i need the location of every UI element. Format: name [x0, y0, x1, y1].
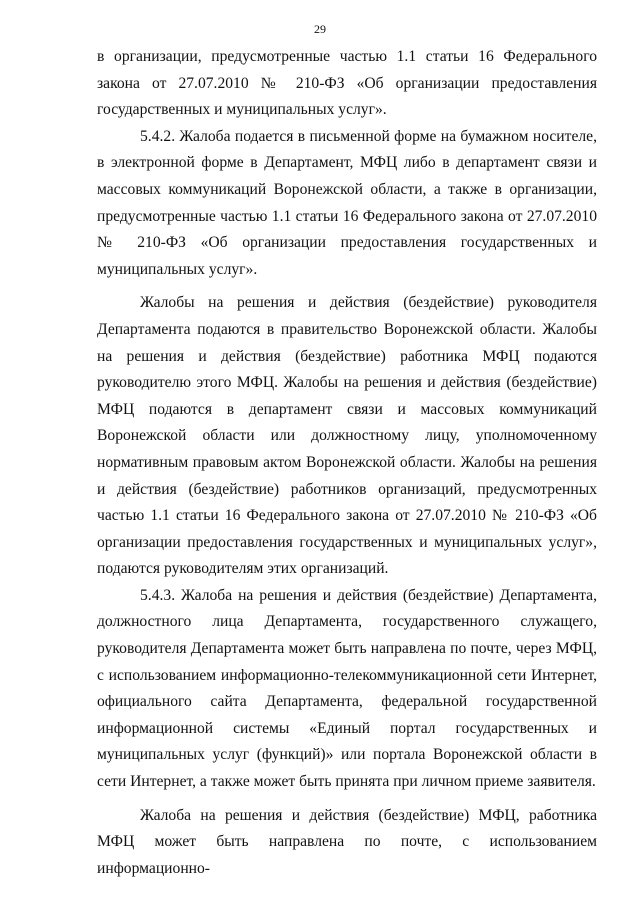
paragraph-complaint-recipients: Жалобы на решения и действия (бездействие) руководителя Департамента подаются в правительство Воронежской области. Жалобы на решения и действия (бездействие) работника МФЦ подаются руководителю этого МФЦ. Жалобы на решения и действия (бездействие) МФЦ подаются в департамент связи и массовых коммуникаций Воронежской области или должностному лицу, уполномоченному нормативным правовым актом Воронежской области. Жалобы на решения и действия (бездействие) работников организаций, предусмотренных частью 1.1 статьи 16 Федерального закона от 27.07.2010 № 210-ФЗ «Об организации предоставления государственных и муниципальных услуг», подаются руководителям этих организаций.	[97, 294, 597, 578]
paragraph-5-4-3: 5.4.3. Жалоба на решения и действия (бездействие) Департамента, должностного лица Департамента, государственного служащего, руководителя Департамента может быть направлена по почте, через МФЦ, с использованием информационно-телекоммуникационной сети Интернет, официального сайта Департамента, федеральной государственной информационной системы «Единый портал государственных и муниципальных услуг (функций)» или портала Воронежской области в сети Интернет, а также может быть принята при личном приеме заявителя.	[97, 586, 597, 791]
paragraph-5-4-2: 5.4.2. Жалоба подается в письменной форме на бумажном носителе, в электронной форме в Департамент, МФЦ либо в департамент связи и массовых коммуникаций Воронежской области, а также в организации, предусмотренные частью 1.1 статьи 16 Федерального закона от 27.07.2010 № 210-ФЗ «Об организации предоставления государственных и муниципальных услуг».	[97, 127, 597, 278]
paragraph-continuation: в организации, предусмотренные частью 1.1 статьи 16 Федерального закона от 27.07.2010 № 210-ФЗ «Об организации предоставления государственных и муниципальных услуг».	[97, 48, 597, 119]
document-body	[97, 44, 597, 882]
page-number: 29	[314, 22, 326, 36]
paragraph-mfc-complaint: Жалоба на решения и действия (бездействие) МФЦ, работника МФЦ может быть направлена по почте, с использованием информационно-	[97, 806, 597, 877]
